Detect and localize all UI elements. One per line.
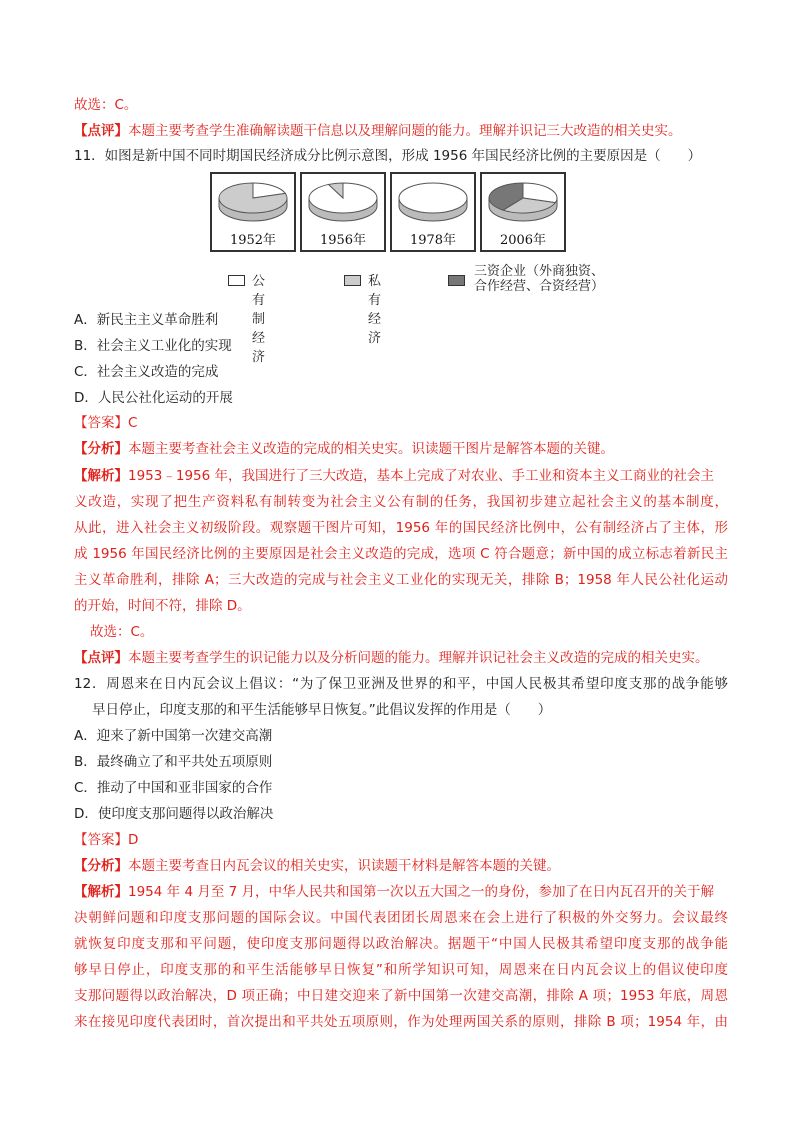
explanation-12-line3: 就恢复印度支那和平问题，使印度支那问题得以政治解决。据题干“中国人民极其希望印度支那的战争能 — [74, 936, 728, 952]
pie-year-1978: 1978年 — [409, 233, 457, 248]
pie-box-2006 — [480, 172, 566, 252]
analysis-12 — [74, 856, 560, 876]
option-11-d[interactable]: D．人民公社化运动的开展 — [74, 390, 233, 406]
option-11-c[interactable]: C．社会主义改造的完成 — [74, 364, 219, 380]
legend-swatch-private — [344, 275, 361, 286]
answer-12: 【答案】D — [74, 832, 139, 848]
explanation-12-line6: 来在接见印度代表团时，首次提出和平共处五项原则，作为处理两国关系的原则，排除 B 项；1954 年，由 — [74, 1014, 728, 1030]
legend-label-foreign: 三资企业（外商独资、 合作经营、合资经营） — [474, 264, 605, 294]
comment-tag: 【点评】 — [74, 123, 128, 139]
question-11: 11．如图是新中国不同时期国民经济成分比例示意图，形成 1956 年国民经济比例的主要原因是（ ） — [74, 148, 702, 164]
explanation-tag: 【解析】 — [74, 468, 128, 484]
pie-year-1956: 1956年 — [319, 233, 367, 248]
legend-label-private: 私有经济 — [368, 274, 382, 346]
explanation-11-line2: 义改造，实现了把生产资料私有制转变为社会主义公有制的任务，我国初步建立起社会主义的基本制度， — [74, 494, 728, 510]
comment-11-text: 本题主要考查学生的识记能力以及分析问题的能力。理解并识记社会主义改造的完成的相关史实。 — [128, 650, 709, 666]
comment-11 — [74, 648, 709, 668]
pie-box-1978 — [390, 172, 476, 252]
answer-11-choice: 故选：C。 — [90, 624, 154, 640]
explanation-12-tag: 【解析】 — [74, 884, 128, 900]
economy-pie-figure — [210, 172, 605, 365]
comment-11-tag: 【点评】 — [74, 650, 128, 666]
analysis-tag: 【分析】 — [74, 441, 128, 457]
explanation-12-line5: 支那问题得以政治解决，D 项正确；中日建交迎来了新中国第一次建交高潮，排除 A 项；1953 年底，周恩 — [74, 988, 728, 1004]
analysis-text: 本题主要考查社会主义改造的完成的相关史实。识读题干图片是解答本题的关键。 — [128, 441, 614, 457]
comment-line — [74, 121, 682, 141]
answer-line: 故选：C。 — [74, 97, 138, 113]
option-12-c[interactable]: C．推动了中国和亚非国家的合作 — [74, 780, 273, 796]
explanation-12-text: 1954 年 4 月至 7 月，中华人民共和国第一次以五大国之一的身份，参加了在日内瓦召开的关于解 — [128, 884, 714, 900]
explanation-text: 1953﹣1956 年，我国进行了三大改造，基本上完成了对农业、手工业和资本主义工商业的社会主 — [128, 468, 715, 484]
explanation-11-line1 — [74, 466, 714, 486]
explanation-12-line1 — [74, 882, 714, 902]
legend-swatch-public — [228, 275, 245, 286]
legend-label-public: 公有制经济 — [252, 274, 266, 365]
analysis-12-text: 本题主要考查日内瓦会议的相关史实，识读题干材料是解答本题的关键。 — [128, 858, 560, 874]
option-12-b[interactable]: B．最终确立了和平共处五项原则 — [74, 754, 273, 770]
option-12-d[interactable]: D．使印度支那问题得以政治解决 — [74, 806, 274, 822]
analysis-12-tag: 【分析】 — [74, 858, 128, 874]
question-12-line2: 早日停止，印度支那的和平生活能够早日恢复。”此倡议发挥的作用是（ ） — [92, 702, 552, 718]
explanation-12-line4: 够早日停止，印度支那的和平生活能够早日恢复”和所学知识可知，周恩来在日内瓦会议上的倡议使印度 — [74, 962, 728, 978]
explanation-11-line3: 从此，进入社会主义初级阶段。观察题干图片可知，1956 年的国民经济比例中，公有制经济占了主体，形 — [74, 520, 728, 536]
explanation-12-line2: 决朝鲜问题和印度支那问题的国际会议。中国代表团团长周恩来在会上进行了积极的外交努力。会议最终 — [74, 910, 728, 926]
answer-11: 【答案】C — [74, 415, 138, 431]
pie-year-2006: 2006年 — [499, 233, 547, 248]
pie-year-1952: 1952年 — [229, 233, 277, 248]
explanation-11-line5: 主义革命胜利，排除 A；三大改造的完成与社会主义工业化的实现无关，排除 B；1958 年人民公社化运动 — [74, 572, 728, 588]
pie-box-1956 — [300, 172, 386, 252]
explanation-11-line4: 成 1956 年国民经济比例的主要原因是社会主义改造的完成，选项 C 符合题意；新中国的成立标志着新民主 — [74, 546, 728, 562]
explanation-11-line6: 的开始，时间不符，排除 D。 — [74, 598, 251, 614]
comment-text: 本题主要考查学生准确解读题干信息以及理解问题的能力。理解并识记三大改造的相关史实。 — [128, 123, 682, 139]
option-11-a[interactable]: A．新民主主义革命胜利 — [74, 312, 219, 328]
pie-slice-public-1978年 — [399, 183, 467, 213]
question-12-line1: 12．周恩来在日内瓦会议上倡议：“为了保卫亚洲及世界的和平，中国人民极其希望印度支那的战争能够 — [74, 676, 728, 692]
pie-box-1952 — [210, 172, 296, 252]
legend-swatch-foreign — [448, 275, 465, 286]
option-11-b[interactable]: B．社会主义工业化的实现 — [74, 338, 232, 354]
analysis-11 — [74, 439, 614, 459]
option-12-a[interactable]: A．迎来了新中国第一次建交高潮 — [74, 728, 273, 744]
